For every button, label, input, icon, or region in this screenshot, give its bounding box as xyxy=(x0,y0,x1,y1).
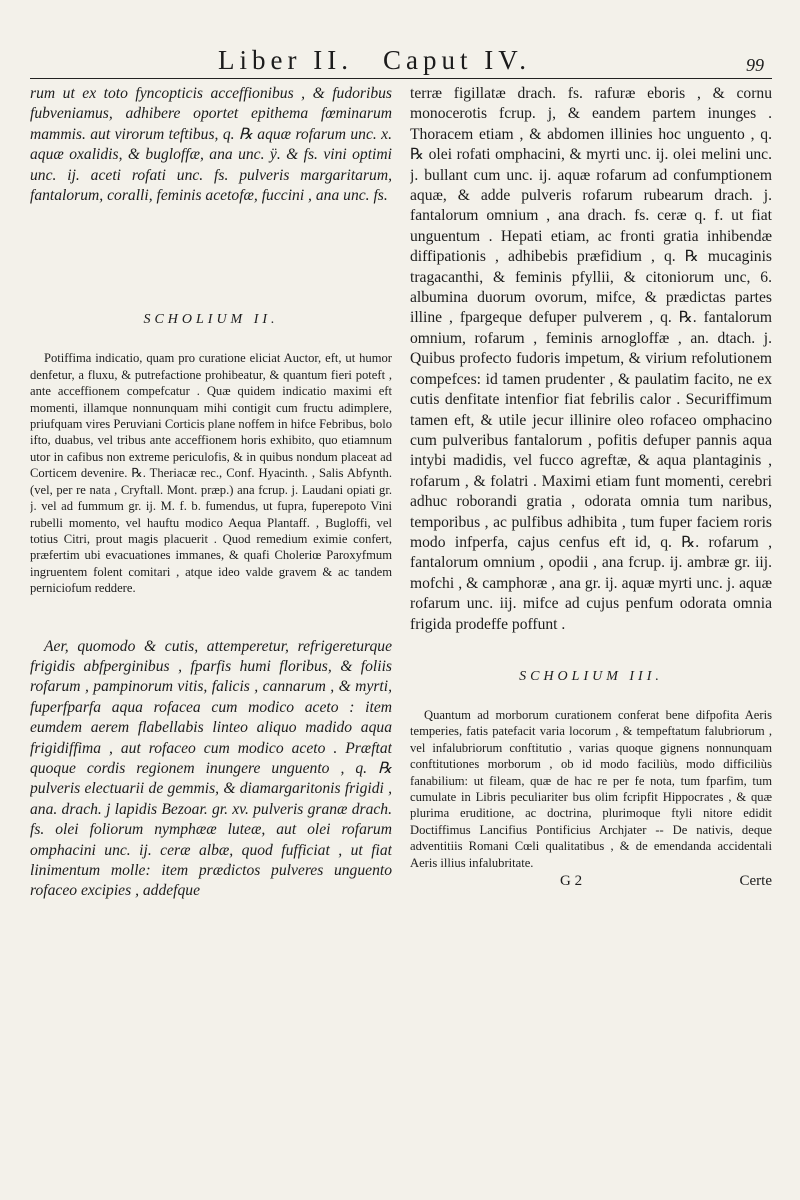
left-column xyxy=(30,84,392,1180)
scholium-3-text: Quantum ad morborum curationem conferat bene difpofita Aeris temperies, fatis patefacit varia locorum , & tempeftatum falubriorum , vel infalubriorum conftitutio , varias quoque gignens nonnunquam conftitutiones morborum , ob id modo faciliùs, modo difficiliùs fanabilium: ut fileam, quæ de hac re per fe nota, tum fparfim, tum cumulate in Libris peculiariter bus olim fcripfit Hippocrates , & quæ plurima eruditione, ac doctrina, plurimoque ftyli nitore edidit Doctiffimus Lancifius Pontificius Archjater -- De nativis, deque adventitiis Romani Cœli qualitatibus , & de emendanda accidentali Aeris illius infalubritate. xyxy=(410,707,772,870)
chapter-title: Caput IV. xyxy=(382,45,531,75)
right-column xyxy=(410,84,772,1180)
running-header xyxy=(30,36,772,79)
catchword: Certe xyxy=(739,873,772,890)
spacer xyxy=(30,206,392,278)
signature-mark: G 2 xyxy=(560,873,583,890)
right-paragraph-1: terræ figillatæ drach. fs. rafuræ eboris , & cornu monocerotis fcrup. j, & eandem partem inunges . Thoracem etiam , & abdomen illinies hoc unguento , q. ℞ olei rofati omphacini, & myrti unc. ij. olei melini unc. j. bullant cum unc. ij. aquæ rofarum ad confumptionem aquæ, & adde pulveris rofarum rubearum drach. j. fantalorum omnium , ana drach. fs. ceræ q. f. ut fiat unguentum . Hepati etiam, ac fronti gratia inhibendæ diffipationis , adhibebis præfidium , q. ℞ mucaginis tragacanthi, & feminis pfyllii, & citoniorum unc, 6. albumina duorum ovorum, mifce, & prædictas partes illine , fpargeque defuper pulverem , q. ℞. fantalorum omnium, rofarum , feminis arnogloffæ , an. dtach. j. Quibus profecto fudoris impetum, & virium refolutionem compefces: id tamen prudenter , & paulatim facito, ne ex cutis denfitate intenfior fiat febrilis calor . Securiffimum tamen eft, & utile jecur illinire oleo rofaceo omphacino cum pulveribus fantalorum , pofitis defuper pannis aqua intybi madidis, vel fucco agreftæ, & aqua plantaginis , rofarum , & folatri . Maximi etiam funt momenti, cerebri adhuc roborandi gratia , odorata omnia tum naribus, temporibus , ac pulfibus adhibita , tum fuper faciem roris modo infperfa, cajus cenfus eft id, q. ℞. rofarum , fantalorum omnium , opodii , ana fcrup. ij. ambræ gr. iij. mofchi , & camphoræ , ana gr. ij. aquæ myrti unc. j. aquæ rofarum unc. iij. mifce ad cujus penfum odorata omnia frigida prodeffe poffunt . xyxy=(410,85,772,633)
scholium-2-text: Potiffima indicatio, quam pro curatione eliciat Auctor, eft, ut humor denfetur, a fluxu, & putrefactione prohibeatur, & quantum fieri poteft , ante acceffionem compefcatur . Quæ quidem indicatio maximi eft momenti, illamque nonnunquam mihi contigit cum fructu adimplere, priufquam vires Peruviani Corticis plane noffem in hifce Febribus, bolo ifto, duabus, vel tribus ante acceffionem horis exhibito, quo etiamnum utor in cafibus non extreme periculofis, & in quibus nondum placeat ad Corticem devenire. ℞. Theriacæ rec., Conf. Hyacinth. , Salis Abfynth. (vel, per re nata , Cryftall. Mont. præp.) ana fcrup. j. Laudani opiati gr. j. vel ad fummum gr. ij. M. f. b. fumendus, ut fupra, fuperepoto Vini rubelli momento, vel hauftu modico Aequa Plantaff. , Bugloffi, vel totius Citri, prout magis placuerit . Quod remedium eximie confert, præfertim ubi evacuationes immanes, & quafi Choleriœ Paroxyfmum ingruentem folent comitari , atque ideo valde gravem & ac tandem perniciofum reddere. xyxy=(30,351,392,596)
text-columns xyxy=(30,84,772,1180)
scholium-3-heading: SCHOLIUM III. xyxy=(519,668,663,684)
scholium-2-heading: SCHOLIUM II. xyxy=(143,312,279,328)
spacer xyxy=(30,597,392,637)
book-title: Liber II. xyxy=(218,45,353,75)
page-number: 99 xyxy=(746,55,764,75)
left-paragraph-1: rum ut ex toto fyncopticis acceffionibus , & fudoribus fubveniamus, adhibere oportet epithema fœminarum mammis. aut virorum teftibus, q. ℞ aquæ rofarum unc. x. aquæ oxalidis, & bugloffæ, ana unc. ÿ. & fs. vini optimi unc. ij. aceti rofati unc. fs. pulveris margaritarum, fantalorum, coralli, feminis acetofæ, fuccini , ana unc. fs. xyxy=(30,85,392,205)
left-paragraph-2: Aer, quomodo & cutis, attemperetur, refrigereturque frigidis abfperginibus , fparfis humi floribus, & foliis rofarum , pampinorum vitis, falicis , cannarum , & myrti, fuperfparfa aqua rofacea cum modico aceto : item eumdem aerem flabellabis linteo aliquo madido aqua frigidiffima , aut rofaceo cum modico aceto . Præftat quoque cordis regionem inungere unguento , q. ℞ pulveris electuarii de gemmis, & diamargaritonis frigidi , ana. drach. j lapidis Bezoar. gr. xv. pulveris granæ drach. fs. olei foliorum nymphææ luteæ, aut olei rofarum omphacini unc. ij. ceræ albæ, quod fufficiat , ut fiat linimentum molle: item prædictos pulveres unguento rofaceo excipies , addefque xyxy=(30,637,392,900)
page-footer xyxy=(410,873,772,890)
